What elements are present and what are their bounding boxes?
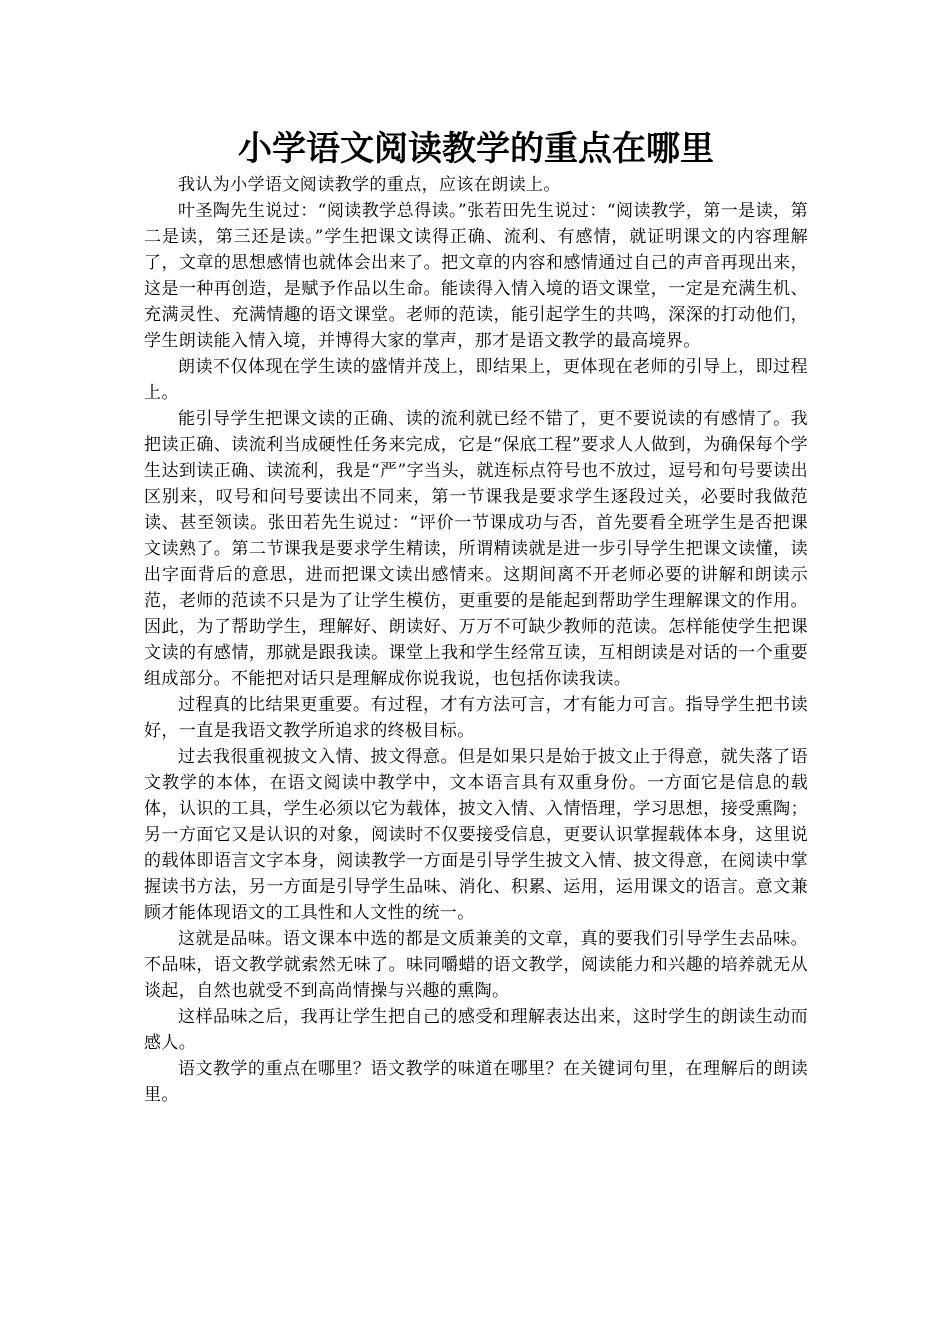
paragraph-1: 我认为小学语文阅读教学的重点，应该在朗读上。 [178, 175, 561, 195]
paragraph-6: 过去我很重视披文入情、披文得意。但是如果只是始于披文止于得意，就失落了语文教学的本体，在语文阅读中教学中，文本语言具有双重身份。一方面它是信息的载体，认识的工具，学生必须以它为载体，披文入情、入情悟理，学习思想，接受熏陶；另一方面它又是认识的对象，阅读时不仅要接受信息，更要认识掌握载体本身，这里说的载体即语言文字本身，阅读教学一方面是引导学生披文入情、披文得意，在阅读中掌握读书方法，另一方面是引导学生品味、消化、积累、运用，运用课文的语言。意文兼顾才能体现语文的工具性和人文性的统一。 [144, 747, 808, 923]
document-page [144, 126, 808, 1108]
document-title: 小学语文阅读教学的重点在哪里 [238, 129, 714, 169]
document-body [144, 172, 808, 1108]
paragraph-9: 语文教学的重点在哪里？语文教学的味道在哪里？在关键词句里，在理解后的朗读里。 [144, 1059, 808, 1105]
paragraph-8: 这样品味之后，我再让学生把自己的感受和理解表达出来，这时学生的朗读生动而感人。 [144, 1007, 808, 1053]
paragraph-4: 能引导学生把课文读的正确、读的流利就已经不错了，更不要说读的有感情了。我把读正确、读流利当成硬性任务来完成，它是“保底工程”要求人人做到，为确保每个学生达到读正确、读流利，我是“严”字当头，就连标点符号也不放过，逗号和句号要读出区别来，叹号和问号要读出不同来，第一节课我是要求学生逐段过关，必要时我做范读、甚至领读。张田若先生说过：“评价一节课成功与否，首先要看全班学生是否把课文读熟了。第二节课我是要求学生精读，所谓精读就是进一步引导学生把课文读懂，读出字面背后的意思，进而把课文读出感情来。这期间离不开老师必要的讲解和朗读示范，老师的范读不只是为了让学生模仿，更重要的是能起到帮助学生理解课文的作用。因此，为了帮助学生，理解好、朗读好、万万不可缺少教师的范读。怎样能使学生把课文读的有感情，那就是跟我读。课堂上我和学生经常互读，互相朗读是对话的一个重要组成部分。不能把对话只是理解成你说我说，也包括你读我读。 [144, 409, 808, 689]
paragraph-2: 叶圣陶先生说过：“阅读教学总得读。”张若田先生说过：“阅读教学，第一是读，第二是读，第三还是读。”学生把课文读得正确、流利、有感情，就证明课文的内容理解了，文章的思想感情也就体会出来了。把文章的内容和感情通过自己的声音再现出来，这是一种再创造，是赋予作品以生命。能读得入情入境的语文课堂，一定是充满生机、充满灵性、充满情趣的语文课堂。老师的范读，能引起学生的共鸣，深深的打动他们，学生朗读能入情入境，并博得大家的掌声，那才是语文教学的最高境界。 [144, 201, 808, 351]
paragraph-5: 过程真的比结果更重要。有过程，才有方法可言，才有能力可言。指导学生把书读好，一直是我语文教学所追求的终极目标。 [144, 695, 808, 741]
paragraph-3: 朗读不仅体现在学生读的盛情并茂上，即结果上，更体现在老师的引导上，即过程上。 [144, 357, 808, 403]
paragraph-7: 这就是品味。语文课本中选的都是文质兼美的文章，真的要我们引导学生去品味。不品味，语文教学就索然无味了。味同嚼蜡的语文教学，阅读能力和兴趣的培养就无从谈起，自然也就受不到高尚情操与兴趣的熏陶。 [144, 929, 808, 1001]
